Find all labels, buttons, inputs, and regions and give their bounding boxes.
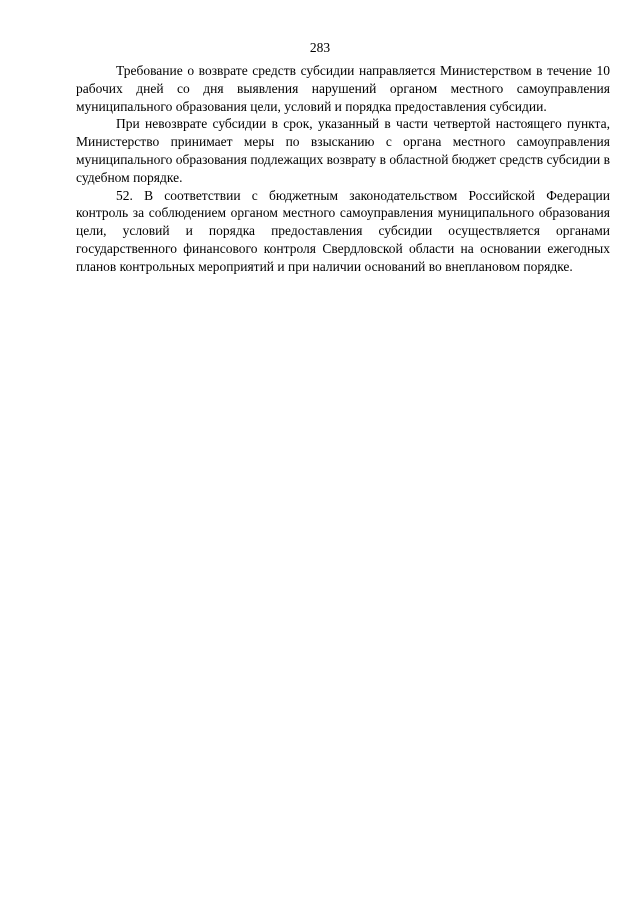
paragraph-subsidy-return-requirement: Требование о возврате средств субсидии направляется Министерством в течение 10 рабочих дней со дня выявления нарушений органом местного самоуправления муниципального образования цели, условий и порядка предоставления субсидии. (76, 63, 610, 114)
page-number: 283 (309, 40, 331, 55)
document-body (76, 62, 610, 276)
paragraph-subsidy-recovery: При невозврате субсидии в срок, указанный в части четвертой настоящего пункта, Министерство принимает меры по взысканию с органа местного самоуправления муниципального образования подлежащих возврату в областной бюджет средств субсидии в судебном порядке. (76, 116, 610, 185)
paragraph-52-financial-control: 52. В соответствии с бюджетным законодательством Российской Федерации контроль за соблюдением органом местного самоуправления муниципального образования цели, условий и порядка предоставления субсидии осуществляется органами государственного финансового контроля Свердловской области на основании ежегодных планов контрольных мероприятий и при наличии оснований во внеплановом порядке. (76, 187, 610, 274)
